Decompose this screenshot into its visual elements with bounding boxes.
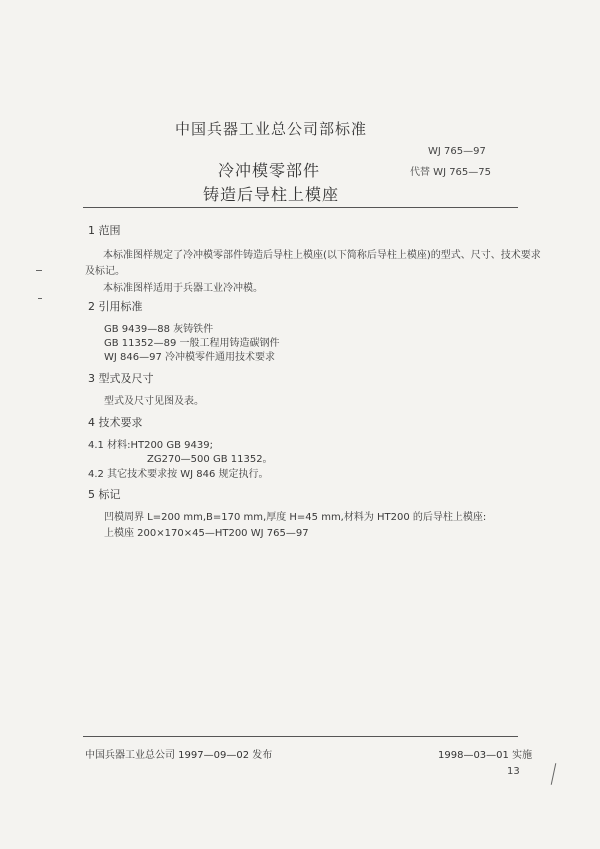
header-divider: [83, 207, 518, 208]
section-5-line-1: 凹模周界 L=200 mm,B=170 mm,厚度 H=45 mm,材料为 HT200 的后导柱上模座:: [104, 512, 487, 523]
section-2-heading: 2 引用标准: [88, 300, 143, 313]
scan-mark: [36, 270, 42, 271]
scan-mark: [38, 298, 42, 299]
title-line-1: 冷冲模零部件: [218, 161, 321, 180]
section-1-paragraph-line-2: 及标记。: [85, 266, 125, 277]
section-1-heading: 1 范围: [88, 224, 121, 237]
section-5-heading: 5 标记: [88, 488, 121, 501]
section-4-item-1-line-1: 4.1 材料:HT200 GB 9439;: [88, 440, 213, 451]
standard-number: WJ 765—97: [428, 146, 486, 157]
footer-divider: [83, 736, 518, 737]
section-4-item-1-line-2: ZG270—500 GB 11352。: [147, 454, 273, 465]
section-5-line-2: 上模座 200×170×45—HT200 WJ 765—97: [104, 528, 309, 539]
reference-item: WJ 846—97 冷冲模零件通用技术要求: [104, 352, 276, 363]
issuing-organization: 中国兵器工业总公司部标准: [175, 120, 368, 138]
issue-date: 中国兵器工业总公司 1997—09—02 发布: [85, 750, 273, 761]
reference-item: GB 9439—88 灰铸铁件: [104, 324, 214, 335]
section-3-text: 型式及尺寸见图及表。: [104, 396, 204, 407]
section-4-item-2: 4.2 其它技术要求按 WJ 846 规定执行。: [88, 469, 269, 480]
effective-date: 1998—03—01 实施: [438, 750, 533, 761]
section-1-paragraph-line-1: 本标准图样规定了冷冲模零部件铸造后导柱上模座(以下简称后导柱上模座)的型式、尺寸、技术要求: [103, 250, 541, 261]
scan-mark: [551, 763, 557, 785]
title-line-2: 铸造后导柱上模座: [203, 185, 340, 204]
section-4-heading: 4 技术要求: [88, 416, 143, 429]
section-1-paragraph-2: 本标准图样适用于兵器工业冷冲模。: [103, 283, 263, 294]
page-number: 13: [507, 766, 520, 777]
reference-item: GB 11352—89 一般工程用铸造碳钢件: [104, 338, 280, 349]
section-3-heading: 3 型式及尺寸: [88, 372, 154, 385]
replaces-standard: 代替 WJ 765—75: [410, 167, 492, 178]
